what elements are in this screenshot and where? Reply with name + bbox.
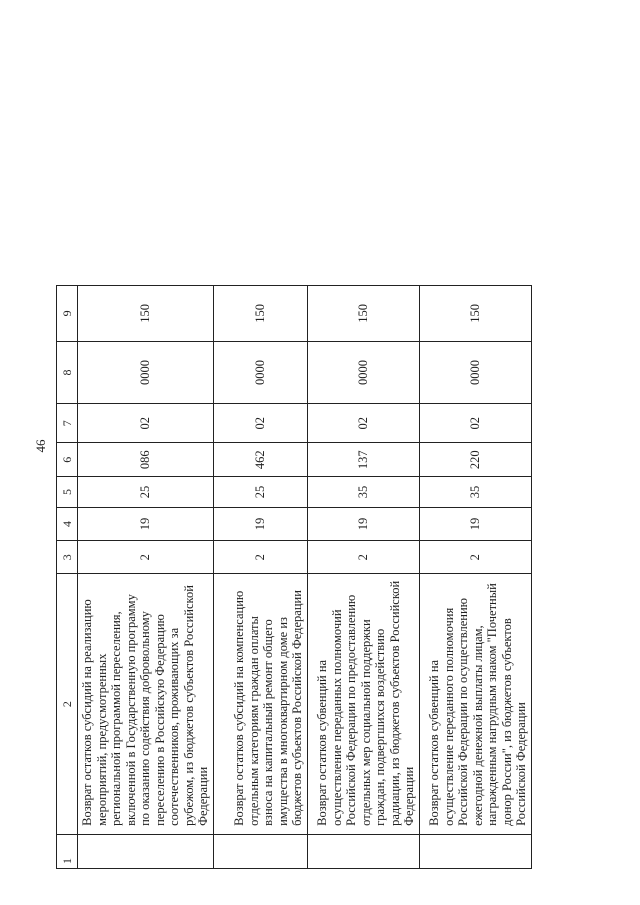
row-cell-6: 220 (419, 443, 531, 477)
row-cell-1 (419, 834, 531, 868)
row-cell-6: 137 (307, 443, 419, 477)
header-cell: 8 (57, 341, 78, 403)
table-row (419, 286, 531, 869)
row-description: Возврат остатков субсидий на реализацию мероприятий, предусмотренных региональной программой переселения, включенной в Государственную программу по оказанию содействия добровольному переселению в Российскую Федерацию соотечественников, проживающих за рубежом, из бюджетов субъектов Российской Федерации (78, 574, 214, 835)
row-cell-7: 02 (307, 404, 419, 443)
page-number: 46 (33, 439, 48, 453)
row-cell-6: 462 (213, 443, 307, 477)
row-cell-3: 2 (213, 541, 307, 574)
row-cell-5: 25 (213, 477, 307, 508)
row-description: Возврат остатков субвенций на осуществление переданного полномочия Российской Федерации по осуществлению ежегодной денежной выплаты лицам, награжденным нагрудным знаком "Почетный донор России", из бюджетов субъектов Российской Федерации (419, 574, 531, 835)
rotated-table-wrapper (56, 285, 532, 869)
header-cell: 4 (57, 507, 78, 540)
header-cell: 6 (57, 443, 78, 477)
row-cell-4: 19 (78, 507, 214, 540)
header-cell: 3 (57, 541, 78, 574)
row-cell-3: 2 (307, 541, 419, 574)
row-cell-8: 0000 (213, 341, 307, 403)
header-cell: 9 (57, 286, 78, 342)
row-cell-9: 150 (307, 286, 419, 342)
row-cell-8: 0000 (419, 341, 531, 403)
row-cell-1 (307, 834, 419, 868)
row-description: Возврат остатков субвенций на осуществление переданных полномочий Российской Федерации по предоставлению отдельных мер социальной поддержки граждан, подвергшихся воздействию радиации, из бюджетов субъектов Российской Федерации (307, 574, 419, 835)
row-cell-5: 25 (78, 477, 214, 508)
row-cell-5: 35 (307, 477, 419, 508)
row-cell-7: 02 (78, 404, 214, 443)
row-cell-7: 02 (419, 404, 531, 443)
row-cell-8: 0000 (307, 341, 419, 403)
row-cell-4: 19 (307, 507, 419, 540)
row-cell-3: 2 (78, 541, 214, 574)
header-cell: 5 (57, 477, 78, 508)
row-cell-9: 150 (78, 286, 214, 342)
row-cell-3: 2 (419, 541, 531, 574)
row-cell-1 (78, 834, 214, 868)
row-cell-5: 35 (419, 477, 531, 508)
table-row (307, 286, 419, 869)
header-cell: 7 (57, 404, 78, 443)
row-cell-7: 02 (213, 404, 307, 443)
row-cell-4: 19 (213, 507, 307, 540)
row-cell-4: 19 (419, 507, 531, 540)
row-cell-9: 150 (419, 286, 531, 342)
row-cell-1 (213, 834, 307, 868)
budget-code-table (56, 285, 532, 869)
table-row (213, 286, 307, 869)
row-description: Возврат остатков субсидий на компенсацию отдельным категориям граждан оплаты взноса на капитальный ремонт общего имущества в многоквартирном доме из бюджетов субъектов Российской Федерации (213, 574, 307, 835)
row-cell-8: 0000 (78, 341, 214, 403)
header-cell: 1 (57, 834, 78, 868)
header-row (57, 286, 78, 869)
row-cell-9: 150 (213, 286, 307, 342)
table-row (78, 286, 214, 869)
header-cell: 2 (57, 574, 78, 835)
row-cell-6: 086 (78, 443, 214, 477)
